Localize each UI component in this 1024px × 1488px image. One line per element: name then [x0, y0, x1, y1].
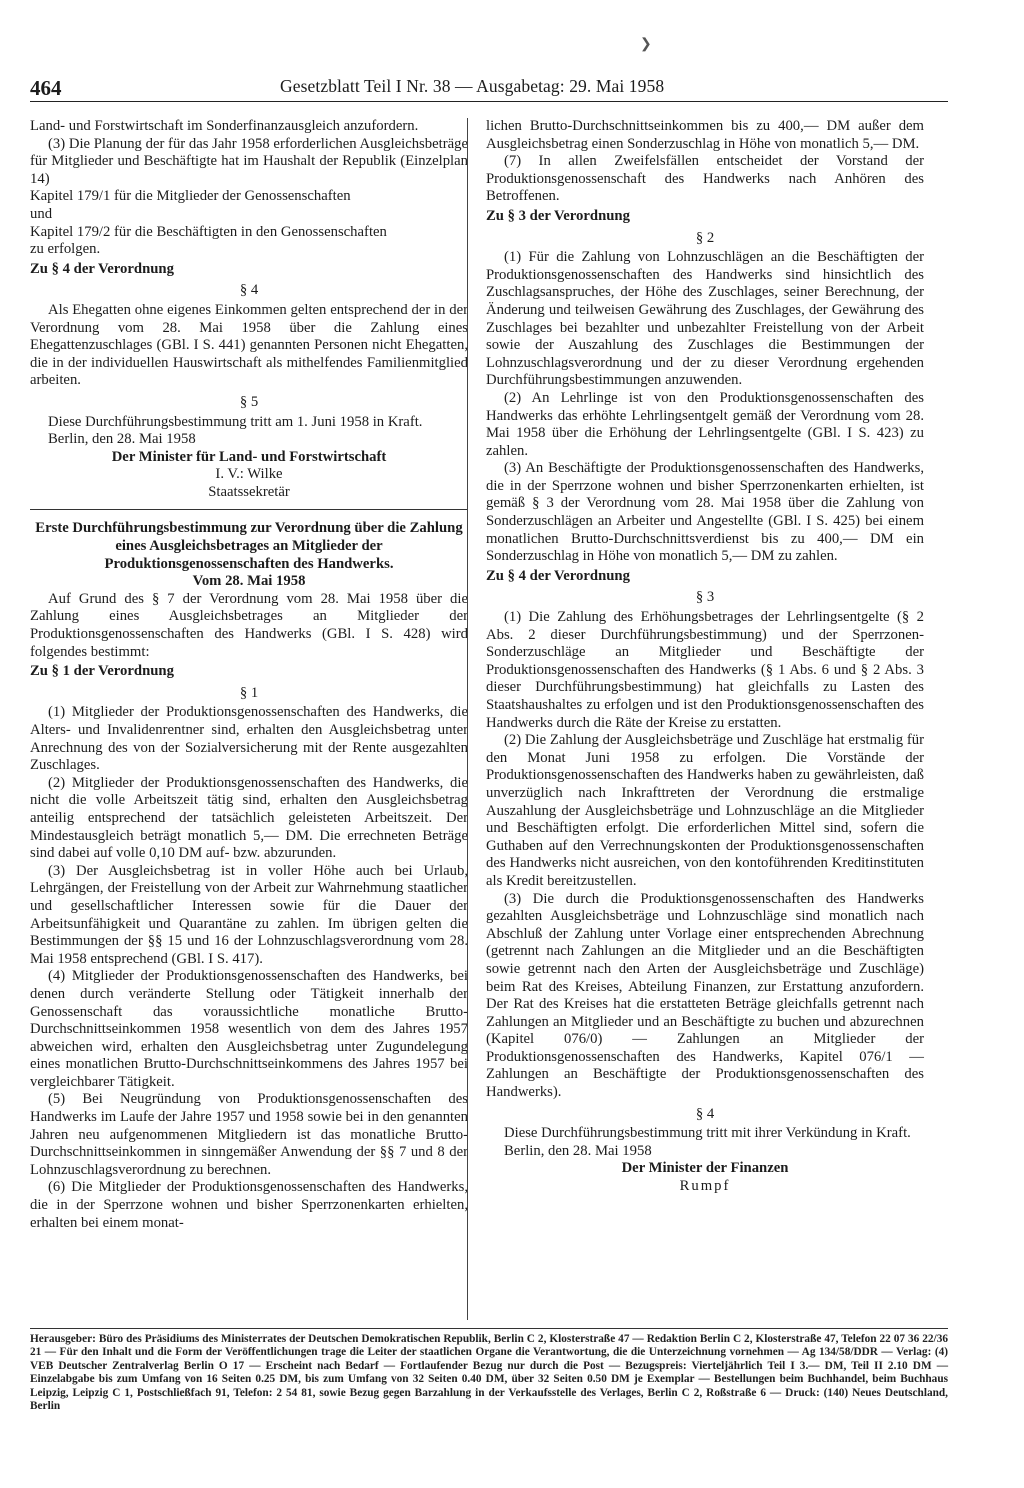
paragraph: Auf Grund des § 7 der Verordnung vom 28. Mai 1958 über die Zahlung eines Ausgleichsbetrages an Mitglieder der Produktionsgenossenschaften des Handwerks (GBl. I S. 428) wird folgendes bestimmt: — [30, 590, 468, 660]
section-subheading: Zu § 4 der Verordnung — [486, 567, 630, 584]
paragraph: (3) An Beschäftigte der Produktionsgenossenschaften des Handwerks, die in der Sperrzone wohnen und bisher Sperrzonenkarten erhielten, ist gemäß § 3 der Verordnung vom 28. Mai 1958 über die Zahlung von Sonderzuschlägen an Arbeiter und Angestellte (GBl. I S. 425) bei einem monatlichen Brutto-Durchschnittsverdienst bis zu 400,— DM ein Sonderzuschlag in Höhe von monatlich 5,— DM zu zahlen. — [486, 460, 924, 565]
paragraph: Land- und Forstwirtschaft im Sonderfinanzausgleich anzufordern. — [30, 118, 419, 134]
paragraph: (7) In allen Zweifelsfällen entscheidet der Vorstand der Produktionsgenossenschaft des Handwerks nach Anhören des Betroffenen. — [486, 153, 924, 205]
paragraph: (4) Mitglieder der Produktionsgenossenschaften des Handwerks, bei denen durch veränderte Stellung oder Tätigkeit innerhalb der Genossenschaft das voraussichtliche monatliche Brutto-Durchschnittseinkommen 1958 wesentlich von dem des Jahres 1957 abweichen wird, erhalten den Ausgleichsbetrag unter Zugundelegung eines monatlichen Brutto-Durchschnittseinkommens des Jahres 1957 bei vergleichbarer Tätigkeit. — [30, 968, 468, 1090]
paragraph: (3) Die Planung der für das Jahr 1958 erforderlichen Ausgleichsbeträge für Mitglieder und Beschäftigte hat im Haushalt der Republik (Einzelplan 14) — [30, 135, 468, 187]
paragraph: (1) Mitglieder der Produktionsgenossenschaften des Handwerks, die Alters- und Invalidenrentner sind, erhalten den Ausgleichsbetrag unter Anrechnung des von der Sozialversicherung mit der Rente ausgezahlten Zuschlages. — [30, 704, 468, 774]
paragraph: (3) Der Ausgleichsbetrag ist in voller Höhe auch bei Urlaub, Lehrgängen, der Freistellung von der Arbeit zur Wahrnehmung staatlicher und gesellschaftlicher Interessen sowie für die Dauer der Arbeitsunfähigkeit und Quarantäne zu zahlen. Im übrigen gelten die Bestimmungen der §§ 15 und 16 der Lohnzuschlagsverordnung vom 28. Mai 1958 entsprechend (GBl. I S. 417). — [30, 862, 468, 967]
paragraph: Als Ehegatten ohne eigenes Einkommen gelten entsprechend der in der Verordnung vom 28. Mai 1958 über die Zahlung eines Ehegattenzuschlages (GBl. I S. 441) genannten Personen nicht Ehegatten, die in der individuellen Hauswirtschaft als mithelfendes Familienmitglied arbeiten. — [30, 301, 468, 389]
centered-heading: Der Minister für Land- und Forstwirtschaft — [111, 448, 387, 465]
paragraph: zu erfolgen. — [30, 241, 101, 258]
paragraph-number: § 5 — [239, 393, 259, 410]
paragraph: Diese Durchführungsbestimmung tritt am 1. Juni 1958 in Kraft. — [48, 413, 423, 430]
section-subheading: Zu § 4 der Verordnung — [30, 260, 174, 277]
paragraph: (2) Die Zahlung der Ausgleichsbeträge und Zuschläge hat erstmalig für den Monat Juni 1958 zu erfolgen. Die Vorstände der Produktionsgenossenschaften des Handwerks haben zu gewährleisten, daß unverzüglich nach Inkrafttreten der Verordnung die erstmalige Auszahlung der Ausgleichsbeträge und Lohnzuschläge an die Mitglieder und Beschäftigten erfolgt. Die erforderlichen Mittel sind, sofern die Guthaben auf den Verrechnungskonten der Produktionsgenossenschaften des Handwerks nicht ausreichen, von den kontoführenden Kreditinstituten als Kredit bereitzustellen. — [486, 732, 924, 889]
list-item: Kapitel 179/1 für die Mitglieder der Genossenschaften — [30, 188, 351, 205]
paragraph: lichen Brutto-Durchschnittseinkommen bis zu 400,— DM außer dem Ausgleichsbetrag einen Sonderzuschlag in Höhe von monatlich 5,— DM. — [486, 118, 924, 152]
imprint-footer: Herausgeber: Büro des Präsidiums des Ministerrates der Deutschen Demokratischen Republik, Berlin C 2, Klosterstraße 47 — Redaktion Berlin C 2, Klosterstraße 47, Telefon 22 07 36 22/36 21 — Für den Inhalt und die Form der Veröffentlichungen trage die Leiter der staatlichen Organe die Verantwortung, die die Unterzeichnung vornehmen — Ag 134/58/DDR — Verlag: (4) VEB Deutscher Zentralverlag Berlin O 17 — Erscheint nach Bedarf — Fortlaufender Bezug nur durch die Post — Bezugspreis: Vierteljährlich Teil I 3.— DM, Teil II 2.10 DM — Einzelabgabe bis zum Umfang von 16 Seiten 0.25 DM, bis zum Umfang von 32 Seiten 0.40 DM, über 32 Seiten 0.50 DM je Exemplar — Bestellungen beim Buchhandel, beim Buchhaus Leipzig, Leipzig C 1, Postschließfach 91, Telefon: 2 54 81, sowie Bezug gegen Barzahlung in der Verkaufsstelle des Verlages, Berlin C 2, Roßstraße 6 — Druck: (140) Neues Deutschland, Berlin — [30, 1333, 948, 1413]
page-header — [30, 76, 948, 102]
section-separator — [30, 509, 468, 510]
centered-heading: Erste Durchführungsbestimmung zur Verordnung über die Zahlung eines Ausgleichsbetrages an Mitglieder der Produktionsgenossenschaften des Handwerks. — [35, 520, 463, 572]
column-divider — [467, 118, 468, 1320]
left-column — [30, 118, 468, 1232]
paragraph-number: § 4 — [239, 282, 259, 299]
paragraph: (5) Bei Neugründung von Produktionsgenossenschaften des Handwerks im Laufe der Jahre 1957 und 1958 sowie bei in den genannten Jahren neu aufgenommenen Mitgliedern ist das monatliche Brutto-Durchschnittseinkommen in sinngemäßer Anwendung der §§ 7 und 8 der Lohnzuschlagsverordnung zu berechnen. — [30, 1091, 468, 1178]
signature-line: I. V.: Wilke — [215, 466, 283, 483]
paragraph: (1) Für die Zahlung von Lohnzuschlägen an die Beschäftigten der Produktionsgenossenschaften des Handwerks sind hinsichtlich des Zuschlagsanspruches, der Höhe des Zuschlages, seiner Berechnung, der Änderung und teilweisen Gewährung des Zuschlages, der Gewährung des Zuschlages bei bezahlter und unbezahlter Freistellung von der Arbeit sowie der Auszahlung des Zuschlages die Bestimmungen der Lohnzuschlagsverordnung und der zu dieser Verordnung ergehenden Durchführungsbestimmungen anzuwenden. — [486, 249, 924, 389]
scan-mark: ❯ — [640, 37, 652, 52]
paragraph: Berlin, den 28. Mai 1958 — [504, 1142, 652, 1159]
footer-rule — [30, 1328, 948, 1329]
header-title: Gesetzblatt Teil I Nr. 38 — Ausgabetag: 29. Mai 1958 — [280, 76, 665, 96]
paragraph: (2) Mitglieder der Produktionsgenossenschaften des Handwerks, die nicht die volle Arbeitszeit tätig sind, erhalten den Ausgleichsbetrag anteilig entsprechend der tatsächlich geleisteten Arbeitszeit. Der Mindestausgleich beträgt monatlich 5,— DM. Die errechneten Beträge sind dabei auf volle 0,10 DM auf- bzw. abzurunden. — [30, 774, 468, 862]
header-rule — [30, 101, 948, 102]
paragraph: (1) Die Zahlung des Erhöhungsbetrages der Lehrlingsentgelte (§ 2 Abs. 2 dieser Durchführungsbestimmung) und der Sperrzonen-Sonderzuschläge an Mitglieder und Beschäftigte der Produktionsgenossenschaften des Handwerks (§ 1 Abs. 6 und § 2 Abs. 3 dieser Durchführungsbestimmung) hat gleichfalls zu Lasten des Staatshaushaltes zu erfolgen und ist den Produktionsgenossenschaften des Handwerks durch die Räte der Kreise zu erstatten. — [486, 609, 924, 731]
signature-name: Rumpf — [679, 1178, 731, 1195]
paragraph: (3) Die durch die Produktionsgenossenschaften des Handwerks gezahlten Ausgleichsbeträge und Lohnzuschläge sind monatlich nach Abschluß der Zahlung unter Vorlage einer entsprechenden Abrechnung (getrennt nach Zahlungen an die Mitglieder und an die Beschäftigten sowie getrennt nach den Arten der Ausgleichsbeträge und Zuschläge) beim Rat des Kreises, Abteilung Finanzen, zur Erstattung anzufordern. Der Rat des Kreises hat die erstatteten Beträge gleichfalls getrennt nach Zahlungen an Mitglieder und an Beschäftigte zu buchen und abzurechnen (Kapitel 076/0) — Zahlungen an Mitglieder der Produktionsgenossenschaften des Handwerks, Kapitel 076/1 — Zahlungen an Beschäftigte der Produktionsgenossenschaften des Handwerks). — [486, 890, 924, 1101]
centered-heading: Der Minister der Finanzen — [621, 1160, 789, 1177]
signature-line: Staatssekretär — [208, 483, 290, 500]
paragraph: (2) An Lehrlinge ist von den Produktionsgenossenschaften des Handwerks das erhöhte Lehrlingsentgelt gemäß der Verordnung vom 28. Mai 1958 über die Erhöhung der Lehrlingsentgelte (GBl. I S. 423) zu zahlen. — [486, 389, 924, 459]
paragraph-number: § 4 — [695, 1105, 715, 1122]
paragraph-number: § 2 — [695, 229, 715, 246]
paragraph: Berlin, den 28. Mai 1958 — [48, 431, 196, 448]
paragraph-number: § 1 — [239, 684, 259, 701]
paragraph: und — [30, 205, 53, 222]
section-subheading: Zu § 3 der Verordnung — [486, 207, 630, 224]
right-column — [486, 118, 924, 1196]
paragraph-number: § 3 — [695, 589, 715, 606]
page-number: 464 — [30, 76, 62, 100]
paragraph: Diese Durchführungsbestimmung tritt mit ihrer Verkündung in Kraft. — [504, 1125, 911, 1142]
paragraph: (6) Die Mitglieder der Produktionsgenossenschaften des Handwerks, die in der Sperrzone wohnen und bisher Sperrzonenkarten erhielten, erhalten bei einem monat- — [30, 1179, 468, 1231]
section-subheading: Zu § 1 der Verordnung — [30, 663, 174, 680]
list-item: Kapitel 179/2 für die Beschäftigten in den Genossenschaften — [30, 223, 387, 240]
centered-heading: Vom 28. Mai 1958 — [192, 573, 306, 590]
